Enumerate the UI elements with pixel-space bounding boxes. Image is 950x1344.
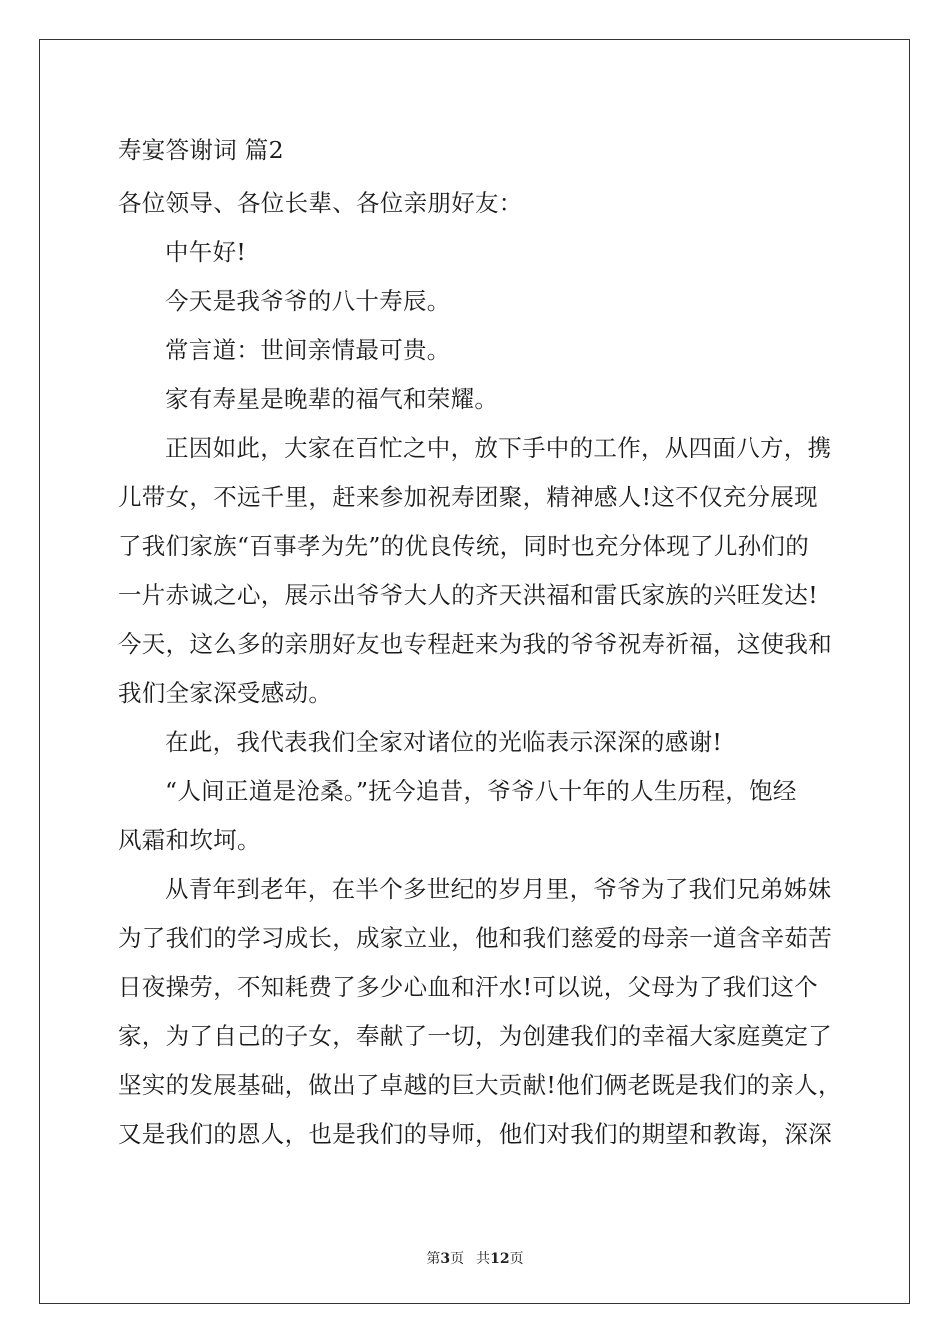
page-prefix: 第 — [426, 1251, 441, 1267]
page-footer — [0, 1248, 950, 1268]
text-line: 各位领导、各位长辈、各位亲朋好友： — [118, 189, 523, 217]
text-line: 今天是我爷爷的八十寿辰。 — [165, 287, 451, 315]
text-line: 在此，我代表我们全家对诸位的光临表示深深的感谢! — [165, 728, 723, 756]
text-line: 风霜和坎坷。 — [118, 826, 261, 854]
text-line: 坚实的发展基础，做出了卓越的巨大贡献!他们俩老既是我们的亲人， — [118, 1071, 842, 1099]
total-pages: 12 — [490, 1251, 510, 1267]
text-line: 正因如此，大家在百忙之中，放下手中的工作，从四面八方，携 — [165, 434, 832, 462]
text-line: 为了我们的学习成长，成家立业，他和我们慈爱的母亲一道含辛茹苦 — [118, 924, 832, 952]
page-suffix: 页 — [450, 1251, 465, 1267]
paragraph-lines — [118, 179, 842, 1159]
text-line: 中午好! — [165, 238, 247, 266]
text-line: “人间正道是沧桑。”抚今追昔，爷爷八十年的人生历程，饱经 — [165, 777, 797, 805]
page-number: 3 — [440, 1251, 451, 1267]
text-line: 家有寿星是晚辈的福气和荣耀。 — [165, 385, 499, 413]
document-body — [118, 130, 842, 1159]
total-suffix: 页 — [509, 1251, 524, 1267]
text-line: 一片赤诚之心，展示出爷爷大人的齐天洪福和雷氏家族的兴旺发达! — [118, 581, 818, 609]
text-line: 又是我们的恩人，也是我们的导师，他们对我们的期望和教诲，深深 — [118, 1120, 832, 1148]
text-line: 从青年到老年，在半个多世纪的岁月里，爷爷为了我们兄弟姊妹 — [165, 875, 832, 903]
text-line: 日夜操劳，不知耗费了多少心血和汗水!可以说，父母为了我们这个 — [118, 973, 818, 1001]
text-line: 儿带女，不远千里，赶来参加祝寿团聚，精神感人!这不仅充分展现 — [118, 483, 818, 511]
text-line: 常言道：世间亲情最可贵。 — [165, 336, 451, 364]
text-line: 我们全家深受感动。 — [118, 679, 333, 707]
text-line: 了我们家族“百事孝为先”的优良传统，同时也充分体现了儿孙们的 — [118, 532, 810, 560]
text-line: 今天，这么多的亲朋好友也专程赶来为我的爷爷祝寿祈福，这使我和 — [118, 630, 832, 658]
total-prefix: 共 — [476, 1251, 491, 1267]
text-line: 家，为了自己的子女，奉献了一切，为创建我们的幸福大家庭奠定了 — [118, 1022, 832, 1050]
document-title: 寿宴答谢词 篇2 — [118, 136, 284, 164]
